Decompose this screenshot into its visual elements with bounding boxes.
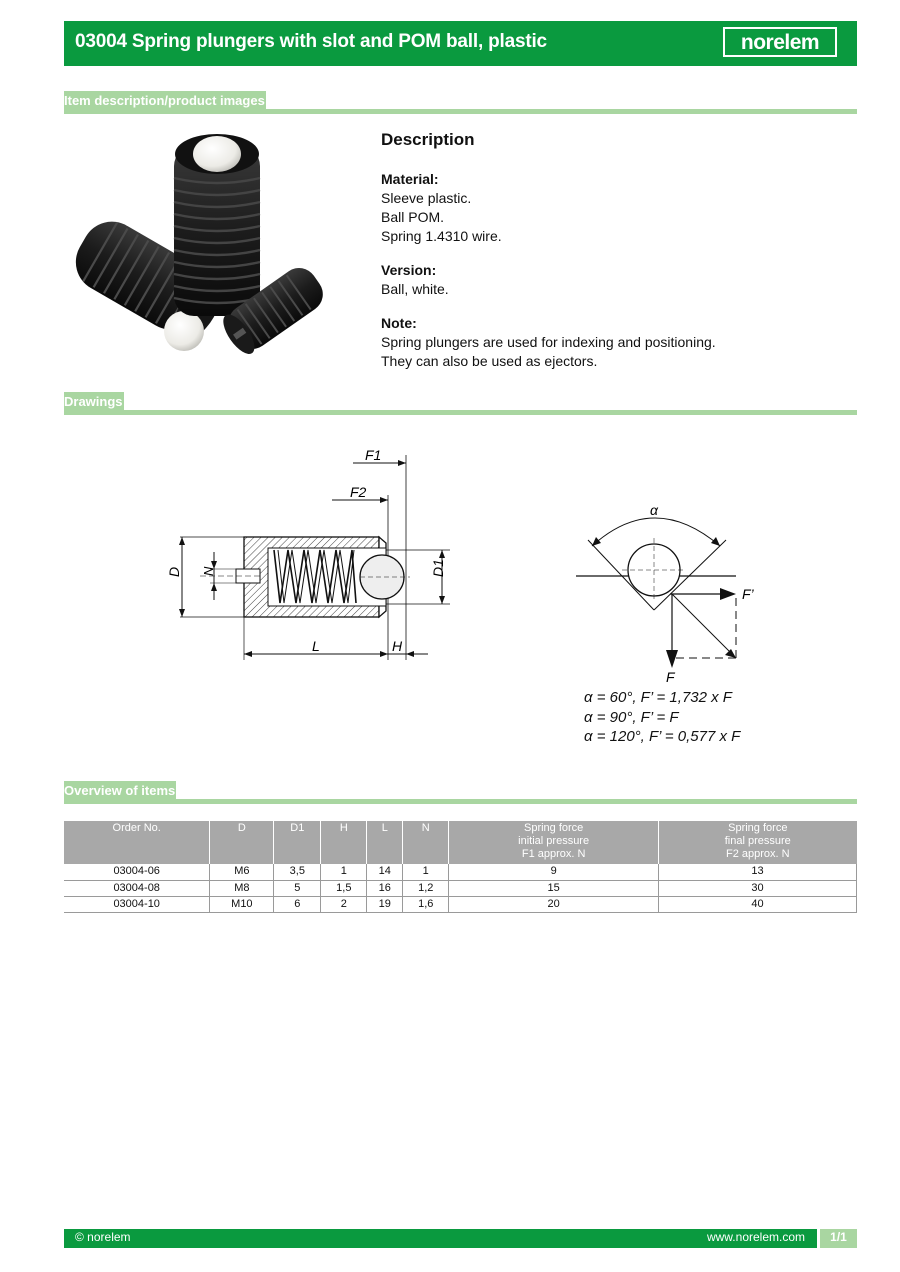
cell-order-no: 03004-06 xyxy=(64,864,210,880)
cell-n: 1 xyxy=(403,864,449,880)
section-item-description xyxy=(64,91,857,115)
cell-f1: 9 xyxy=(449,864,659,880)
col-d: D xyxy=(210,821,274,864)
cell-d: M8 xyxy=(210,880,274,896)
label-h: H xyxy=(392,638,403,654)
footer-bar xyxy=(64,1229,817,1248)
table-header-row xyxy=(64,821,857,864)
cell-h: 1 xyxy=(321,864,367,880)
formula-line: α = 120°, F’ = 0,577 x F xyxy=(584,728,741,745)
col-h: H xyxy=(321,821,367,864)
logo-text: norelem xyxy=(740,31,820,54)
cell-f1: 20 xyxy=(449,896,659,912)
cell-d1: 5 xyxy=(274,880,321,896)
section-label: Drawings xyxy=(64,392,124,413)
cell-order-no: 03004-08 xyxy=(64,880,210,896)
cell-n: 1,6 xyxy=(403,896,449,912)
section-overview xyxy=(64,781,857,805)
product-image xyxy=(64,126,326,360)
cell-f2: 30 xyxy=(659,880,857,896)
cell-d1: 3,5 xyxy=(274,864,321,880)
cell-l: 16 xyxy=(367,880,403,896)
col-f2-line: final pressure xyxy=(724,835,791,847)
footer-copyright: © norelem xyxy=(75,1230,131,1244)
table-row xyxy=(64,896,857,912)
cell-f1: 15 xyxy=(449,880,659,896)
cell-order-no: 03004-10 xyxy=(64,896,210,912)
col-f1-line: F1 approx. N xyxy=(521,848,586,860)
table-row xyxy=(64,880,857,896)
version-block xyxy=(381,261,841,299)
cell-d: M10 xyxy=(210,896,274,912)
page-title: 03004 Spring plungers with slot and POM ball, plastic xyxy=(75,31,547,52)
header-bar xyxy=(64,21,857,66)
left-ball xyxy=(164,311,204,351)
col-f1 xyxy=(449,821,659,864)
label-n: N xyxy=(201,566,216,576)
col-order-no: Order No. xyxy=(64,821,210,864)
col-n: N xyxy=(403,821,449,864)
material-heading: Material: xyxy=(381,171,439,187)
col-d1: D1 xyxy=(274,821,321,864)
formula-line: α = 60°, F’ = 1,732 x F xyxy=(584,689,732,706)
description-title: Description xyxy=(381,130,475,149)
formula-line: α = 90°, F’ = F xyxy=(584,708,679,726)
material-line: Sleeve plastic. xyxy=(381,190,472,206)
note-line: Spring plungers are used for indexing and positioning. xyxy=(381,334,716,350)
force-diagram xyxy=(570,498,770,683)
section-drawings xyxy=(64,392,857,416)
col-f2-line: Spring force xyxy=(728,822,788,834)
cell-f2: 40 xyxy=(659,896,857,912)
footer-url-link[interactable]: www.norelem.com xyxy=(706,1230,805,1244)
items-table xyxy=(64,821,857,913)
note-line: They can also be used as ejectors. xyxy=(381,353,598,369)
description-panel xyxy=(381,130,841,386)
version-heading: Version: xyxy=(381,262,437,278)
section-rule xyxy=(64,109,857,114)
label-l: L xyxy=(312,638,320,654)
label-d: D xyxy=(166,566,182,577)
cell-f2: 13 xyxy=(659,864,857,880)
col-f1-line: initial pressure xyxy=(518,835,590,847)
cell-d: M6 xyxy=(210,864,274,880)
section-label: Item description/product images xyxy=(64,91,266,112)
section-rule xyxy=(64,410,857,415)
cell-n: 1,2 xyxy=(403,880,449,896)
label-d1: D1 xyxy=(430,559,446,577)
section-label: Overview of items xyxy=(64,781,176,802)
col-f1-line: Spring force xyxy=(523,822,584,834)
material-line: Ball POM. xyxy=(381,209,445,225)
table-row xyxy=(64,864,857,880)
cell-l: 14 xyxy=(367,864,403,880)
section-rule xyxy=(64,799,857,804)
page-number: 1/1 xyxy=(820,1229,857,1248)
label-f: F xyxy=(666,669,675,683)
col-l: L xyxy=(367,821,403,864)
label-alpha: α xyxy=(650,502,658,518)
center-plunger xyxy=(174,134,260,316)
cell-l: 19 xyxy=(367,896,403,912)
cell-d1: 6 xyxy=(274,896,321,912)
label-f2: F2 xyxy=(350,484,367,500)
col-f2 xyxy=(659,821,857,864)
note-heading: Note: xyxy=(381,315,417,331)
spring-plunger-drawing xyxy=(160,440,460,665)
col-f2-line: F2 approx. N xyxy=(725,848,790,860)
cell-h: 2 xyxy=(321,896,367,912)
note-block xyxy=(381,314,841,371)
label-f-prime: F’ xyxy=(742,586,754,602)
force-formulas xyxy=(584,688,740,747)
material-line: Spring 1.4310 wire. xyxy=(381,228,502,244)
cell-h: 1,5 xyxy=(321,880,367,896)
norelem-logo xyxy=(723,27,837,57)
material-block xyxy=(381,170,841,246)
label-f1: F1 xyxy=(365,447,382,463)
version-line: Ball, white. xyxy=(381,281,449,297)
